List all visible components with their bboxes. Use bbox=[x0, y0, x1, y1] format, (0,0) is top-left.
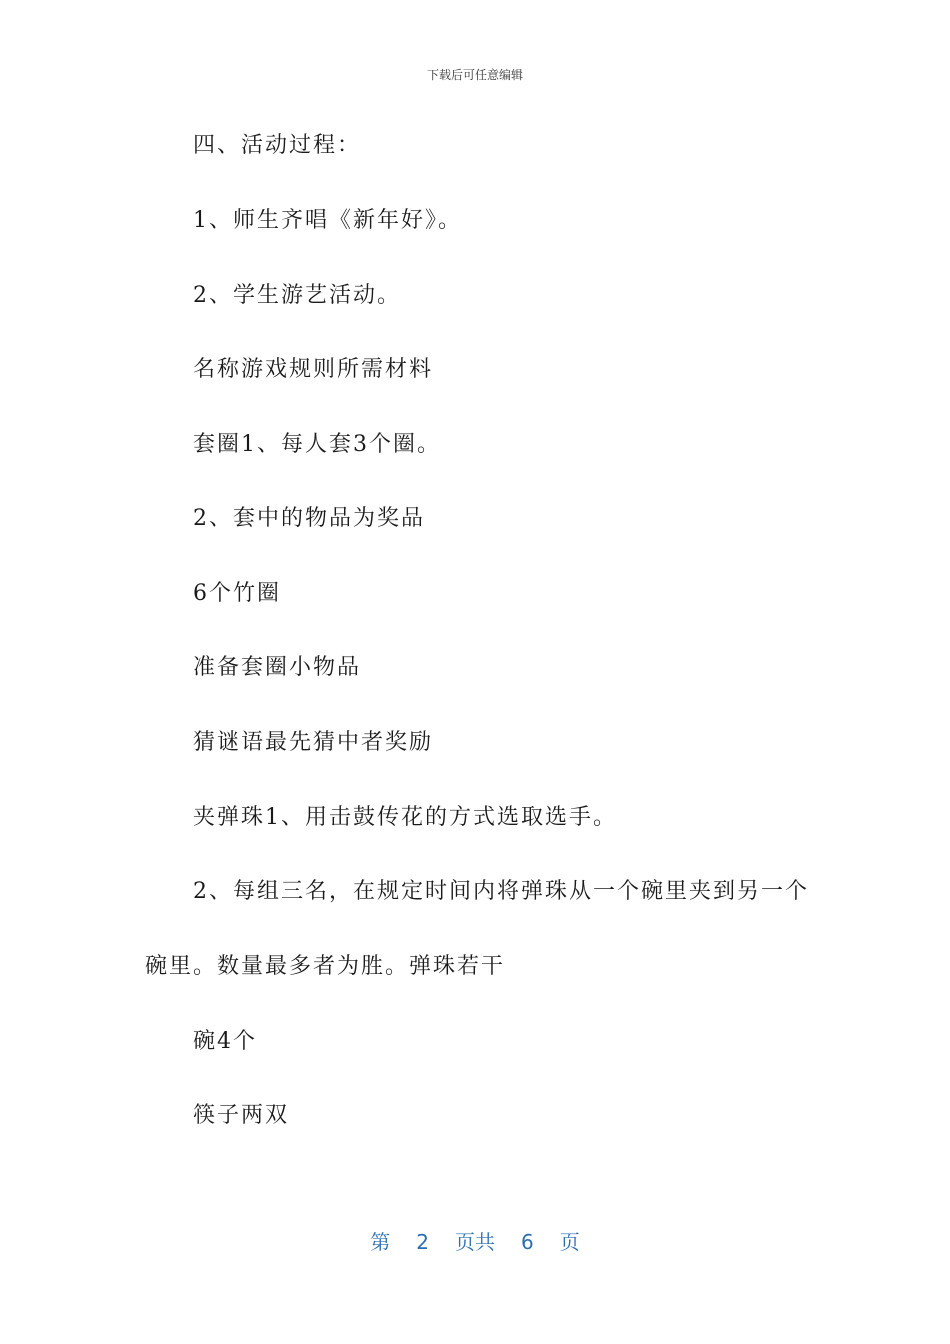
body-line: 夹弹珠1、用击鼓传花的方式选取选手。 bbox=[193, 805, 617, 830]
footer-page-current: 2 bbox=[416, 1230, 429, 1254]
body-line: 2、套中的物品为奖品 bbox=[193, 506, 425, 531]
body-line: 1、师生齐唱《新年好》。 bbox=[193, 208, 462, 233]
header-note: 下载后可任意编辑 bbox=[426, 68, 523, 82]
section-heading: 四、活动过程： bbox=[193, 133, 362, 158]
body-line: 名称游戏规则所需材料 bbox=[193, 357, 434, 382]
footer-page-word: 第 bbox=[370, 1230, 391, 1254]
page-footer bbox=[0, 1226, 950, 1255]
body-line-continuation: 碗里。数量最多者为胜。弹珠若干 bbox=[145, 954, 506, 979]
footer-page-suffix: 页 bbox=[559, 1230, 580, 1254]
footer-page-of: 页共 bbox=[455, 1230, 495, 1254]
body-line: 2、学生游艺活动。 bbox=[193, 283, 401, 308]
body-line: 套圈1、每人套3个圈。 bbox=[193, 432, 441, 457]
body-line: 碗4个 bbox=[193, 1029, 257, 1054]
body-line: 筷子两双 bbox=[193, 1103, 290, 1128]
body-line: 6个竹圈 bbox=[193, 581, 281, 606]
body-line: 准备套圈小物品 bbox=[193, 655, 362, 680]
body-line: 2、每组三名，在规定时间内将弹珠从一个碗里夹到另一个 bbox=[193, 879, 809, 904]
footer-page-total: 6 bbox=[521, 1230, 534, 1254]
body-line: 猜谜语最先猜中者奖励 bbox=[193, 730, 434, 755]
